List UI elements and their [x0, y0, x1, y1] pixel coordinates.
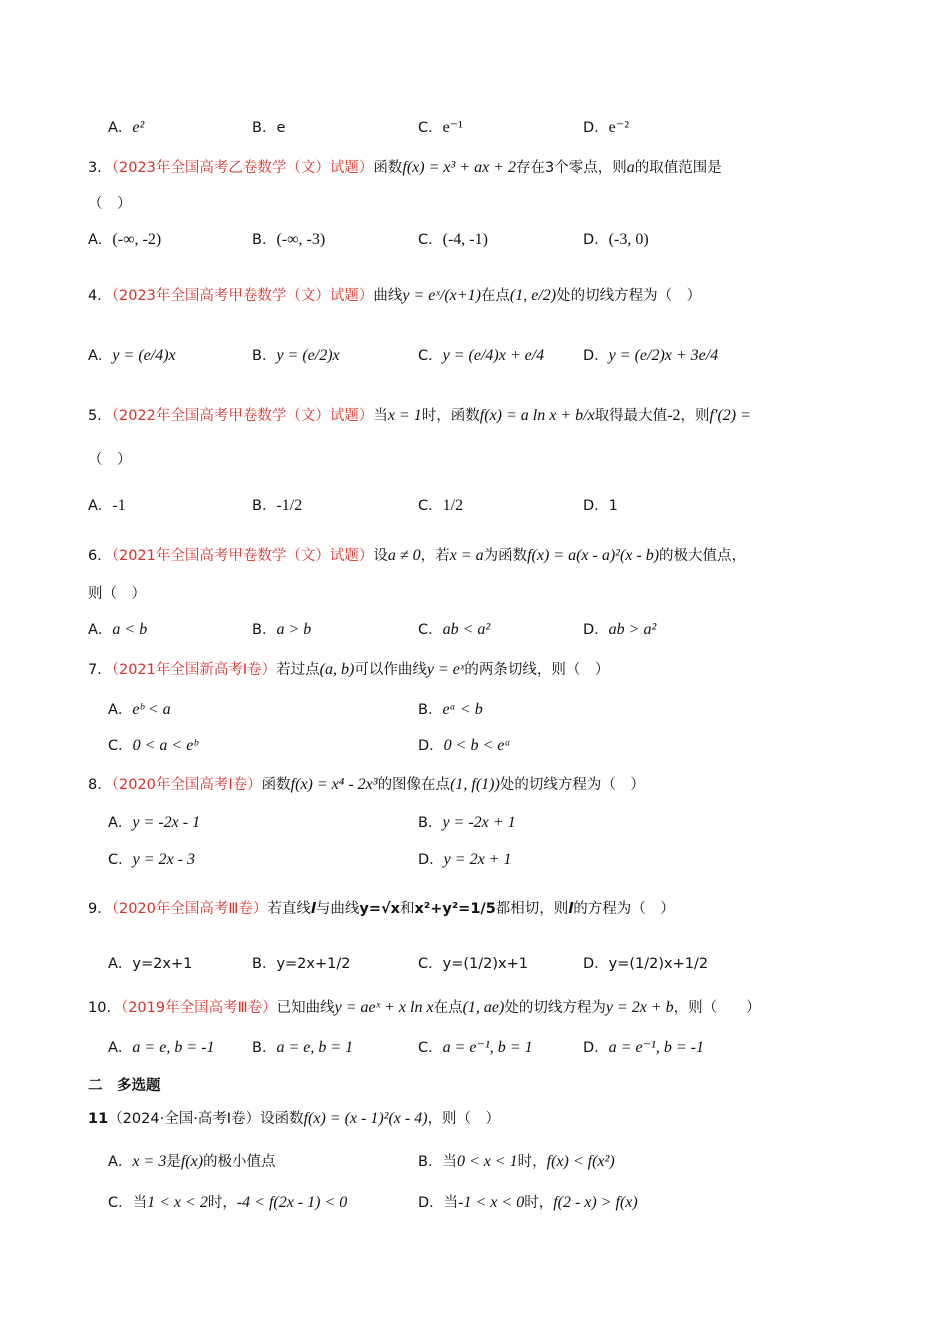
q7-option-d[interactable]: D．0 < b < eᵃ: [418, 737, 511, 754]
q8-options-row1: [0, 811, 950, 837]
question-source: （2020年全国高考Ⅲ卷）: [111, 901, 268, 917]
question-5: 5．（2022年全国高考甲卷数学（文）试题）当x = 1时，函数f(x) = a ln x + b/x取得最大值-2，则f′(2) =: [88, 407, 751, 424]
q2-option-b[interactable]: B．e: [252, 120, 286, 136]
q9-option-b[interactable]: B．y=2x+1/2: [252, 956, 351, 972]
q9-option-a[interactable]: A．y=2x+1: [108, 956, 193, 972]
q10-option-b[interactable]: B．a = e, b = 1: [252, 1039, 354, 1056]
question-number: 10．: [88, 1000, 121, 1016]
question-number: 6．: [88, 548, 112, 564]
question-number: 7．: [88, 662, 112, 678]
q9-options: [0, 952, 950, 978]
q11-options-row2: [0, 1191, 950, 1217]
q4-option-c[interactable]: C．y = (e/4)x + e/4: [418, 347, 545, 364]
question-number: 4．: [88, 288, 112, 304]
question-source: （2023年全国高考乙卷数学（文）试题）: [111, 160, 374, 176]
point-expr: (1, e/2): [509, 287, 557, 304]
q6-options: [0, 618, 950, 644]
question-8: 8．（2020年全国高考Ⅰ卷）函数f(x) = x⁴ - 2x³的图像在点(1, f(1))处的切线方程为（ ）: [88, 776, 645, 793]
curve-expr: y=√x: [359, 901, 401, 917]
question-source: （2024·全国·高考Ⅰ卷）: [108, 1111, 261, 1127]
q10-option-c[interactable]: C．a = e⁻¹, b = 1: [418, 1039, 533, 1056]
q11-options-row1: [0, 1150, 950, 1176]
q5-option-c[interactable]: C．1/2: [418, 497, 464, 514]
answer-bracket: （ ）: [88, 196, 132, 212]
point-expr: (1, f(1)): [450, 776, 500, 793]
q5-option-b[interactable]: B．-1/2: [252, 497, 303, 514]
q2-option-d[interactable]: D．e⁻²: [583, 119, 630, 136]
circle-expr: x²+y²=1/5: [414, 901, 496, 917]
question-number: 11: [88, 1111, 109, 1127]
q11-option-a[interactable]: A．x = 3是f(x)的极小值点: [108, 1153, 276, 1170]
answer-bracket: （ ）: [88, 452, 132, 468]
question-source: （2022年全国高考甲卷数学（文）试题）: [111, 408, 374, 424]
function-expr: y = eˣ/(x+1): [402, 287, 481, 304]
q2-option-c-expr: e⁻¹: [442, 119, 463, 136]
question-source: （2021年全国新高考Ⅰ卷）: [111, 662, 277, 678]
question-9: 9．（2020年全国高考Ⅲ卷）若直线l与曲线y=√x和x²+y²=1/5都相切，则l的方程为（ ）: [88, 901, 675, 917]
q9-option-c[interactable]: C．y=(1/2)x+1: [418, 956, 528, 972]
q4-option-d[interactable]: D．y = (e/2)x + 3e/4: [583, 347, 719, 364]
section-heading: 二 多选题: [88, 1078, 161, 1094]
question-source: （2020年全国高考Ⅰ卷）: [111, 777, 262, 793]
q3-option-c[interactable]: C．(-4, -1): [418, 231, 488, 248]
q3-option-a[interactable]: A．(-∞, -2): [88, 231, 162, 248]
q7-option-b[interactable]: B．eᵃ < b: [418, 701, 483, 718]
q3-option-d[interactable]: D．(-3, 0): [583, 231, 649, 248]
function-expr: f(x) = a(x - a)²(x - b): [527, 547, 660, 564]
function-expr: f(x) = x⁴ - 2x³: [290, 776, 378, 793]
function-expr: f(x) = (x - 1)²(x - 4): [303, 1110, 428, 1127]
question-number: 8．: [88, 777, 112, 793]
q5-options: [0, 494, 950, 520]
q7-option-a[interactable]: A．eᵇ < a: [108, 701, 171, 718]
q7-options-row2: [0, 734, 950, 760]
q8-options-row2: [0, 848, 950, 874]
q2-option-a[interactable]: A．e²: [108, 119, 145, 136]
question-7: 7．（2021年全国新高考Ⅰ卷）若过点(a, b)可以作曲线y = eˣ的两条切线，则（ ）: [88, 661, 610, 678]
q2-options: [0, 116, 950, 142]
point-expr: (1, ae): [462, 999, 505, 1016]
q10-options: [0, 1036, 950, 1062]
question-source: （2021年全国高考甲卷数学（文）试题）: [111, 548, 374, 564]
q6-option-b[interactable]: B．a > b: [252, 621, 312, 638]
q6-option-d[interactable]: D．ab > a²: [583, 621, 657, 638]
question-10: 10．（2019年全国高考Ⅲ卷）已知曲线y = aeˣ + x ln x在点(1, ae)处的切线方程为y = 2x + b，则（ ）: [88, 999, 761, 1016]
q7-option-c[interactable]: C．0 < a < eᵇ: [108, 737, 198, 754]
q10-option-d[interactable]: D．a = e⁻¹, b = -1: [583, 1039, 704, 1056]
q6-option-c[interactable]: C．ab < a²: [418, 621, 491, 638]
question-11: 11（2024·全国·高考Ⅰ卷）设函数f(x) = (x - 1)²(x - 4)，则（ ）: [88, 1110, 501, 1127]
point-expr: (a, b): [319, 661, 355, 678]
function-expr: y = aeˣ + x ln x: [334, 999, 434, 1016]
q3-option-b[interactable]: B．(-∞, -3): [252, 231, 326, 248]
question-3: 3．（2023年全国高考乙卷数学（文）试题）函数f(x) = x³ + ax + 2存在3个零点，则a的取值范围是: [88, 159, 722, 176]
q10-option-a[interactable]: A．a = e, b = -1: [108, 1039, 215, 1056]
q2-option-c[interactable]: C．e⁻¹: [418, 119, 463, 136]
q2-option-d-expr: e⁻²: [608, 119, 630, 136]
q2-option-b-expr: e: [276, 120, 286, 136]
q11-option-c[interactable]: C．当1 < x < 2时，-4 < f(2x - 1) < 0: [108, 1194, 348, 1211]
question-source: （2019年全国高考Ⅲ卷）: [120, 1000, 277, 1016]
q3-options: [0, 228, 950, 254]
q8-option-b[interactable]: B．y = -2x + 1: [418, 814, 516, 831]
function-expr: f(x) = x³ + ax + 2: [402, 159, 516, 176]
question-number: 3．: [88, 160, 112, 176]
question-source: （2023年全国高考甲卷数学（文）试题）: [111, 288, 374, 304]
q7-options-row1: [0, 698, 950, 724]
question-number: 9．: [88, 901, 112, 917]
q8-option-d[interactable]: D．y = 2x + 1: [418, 851, 512, 868]
function-expr: f(x) = a ln x + b/x: [479, 407, 595, 424]
q8-option-c[interactable]: C．y = 2x - 3: [108, 851, 195, 868]
q2-option-a-expr: e²: [132, 119, 145, 136]
q4-option-a[interactable]: A．y = (e/4)x: [88, 347, 176, 364]
q11-option-b[interactable]: B．当0 < x < 1时，f(x) < f(x²): [418, 1153, 615, 1170]
question-4: 4．（2023年全国高考甲卷数学（文）试题）曲线y = eˣ/(x+1)在点(1, e/2)处的切线方程为（ ）: [88, 287, 702, 304]
q5-option-d[interactable]: D．1: [583, 498, 618, 514]
q9-option-d[interactable]: D．y=(1/2)x+1/2: [583, 956, 709, 972]
question-number: 5．: [88, 408, 112, 424]
q8-option-a[interactable]: A．y = -2x - 1: [108, 814, 201, 831]
function-expr: y = eˣ: [426, 661, 465, 678]
q6-option-a[interactable]: A．a < b: [88, 621, 148, 638]
tangent-expr: y = 2x + b: [605, 999, 674, 1016]
q11-option-d[interactable]: D．当-1 < x < 0时，f(2 - x) > f(x): [418, 1194, 638, 1211]
question-6: 6．（2021年全国高考甲卷数学（文）试题）设a ≠ 0，若x = a为函数f(x) = a(x - a)²(x - b)的极大值点，: [88, 547, 747, 564]
q5-option-a[interactable]: A．-1: [88, 497, 126, 514]
q4-options: [0, 344, 950, 370]
q4-option-b[interactable]: B．y = (e/2)x: [252, 347, 340, 364]
